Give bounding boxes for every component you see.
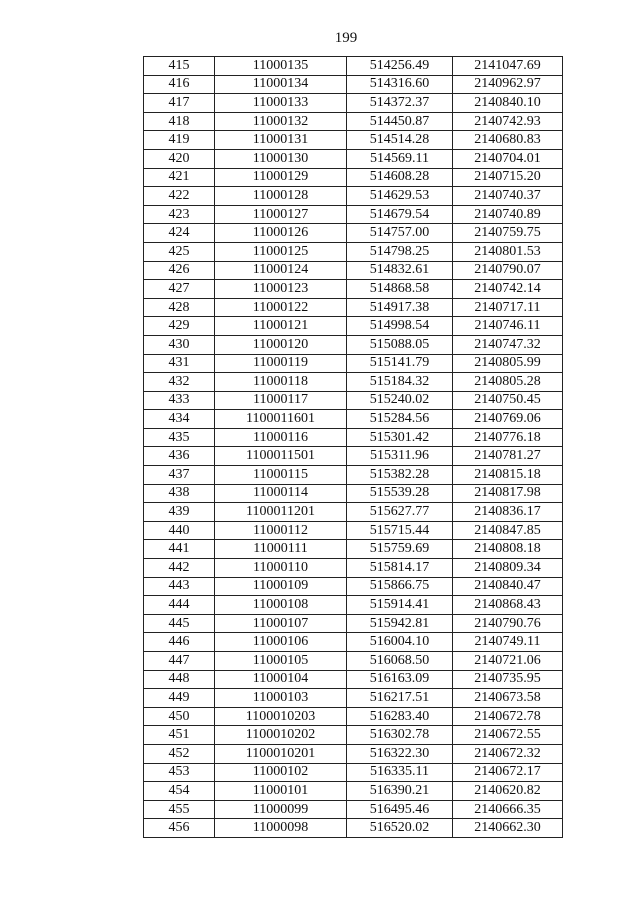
x-coordinate-cell: 514372.37	[347, 94, 453, 113]
y-coordinate-cell: 2140746.11	[453, 317, 563, 336]
row-number-cell: 419	[144, 131, 215, 150]
row-number-cell: 456	[144, 819, 215, 838]
point-id-cell: 1100010203	[215, 707, 347, 726]
table-row	[144, 596, 563, 615]
x-coordinate-cell: 514917.38	[347, 298, 453, 317]
y-coordinate-cell: 2140721.06	[453, 652, 563, 671]
row-number-cell: 421	[144, 168, 215, 187]
x-coordinate-cell: 516217.51	[347, 689, 453, 708]
y-coordinate-cell: 2140742.14	[453, 280, 563, 299]
table-row	[144, 391, 563, 410]
row-number-cell: 448	[144, 670, 215, 689]
y-coordinate-cell: 2140717.11	[453, 298, 563, 317]
x-coordinate-cell: 515759.69	[347, 540, 453, 559]
table-row	[144, 224, 563, 243]
x-coordinate-cell: 515240.02	[347, 391, 453, 410]
table-row	[144, 726, 563, 745]
y-coordinate-cell: 2140735.95	[453, 670, 563, 689]
x-coordinate-cell: 515715.44	[347, 521, 453, 540]
point-id-cell: 11000135	[215, 57, 347, 76]
table-row	[144, 335, 563, 354]
y-coordinate-cell: 2140790.07	[453, 261, 563, 280]
x-coordinate-cell: 514868.58	[347, 280, 453, 299]
y-coordinate-cell: 2140809.34	[453, 559, 563, 578]
table-row	[144, 689, 563, 708]
table-row	[144, 577, 563, 596]
x-coordinate-cell: 514316.60	[347, 75, 453, 94]
table-row	[144, 410, 563, 429]
y-coordinate-cell: 2140740.89	[453, 205, 563, 224]
table-row	[144, 75, 563, 94]
y-coordinate-cell: 2140769.06	[453, 410, 563, 429]
y-coordinate-cell: 2140781.27	[453, 447, 563, 466]
table-row	[144, 447, 563, 466]
point-id-cell: 11000104	[215, 670, 347, 689]
row-number-cell: 447	[144, 652, 215, 671]
row-number-cell: 450	[144, 707, 215, 726]
table-row	[144, 205, 563, 224]
row-number-cell: 428	[144, 298, 215, 317]
row-number-cell: 441	[144, 540, 215, 559]
row-number-cell: 454	[144, 782, 215, 801]
row-number-cell: 422	[144, 187, 215, 206]
x-coordinate-cell: 514569.11	[347, 149, 453, 168]
point-id-cell: 11000131	[215, 131, 347, 150]
point-id-cell: 1100011501	[215, 447, 347, 466]
coordinates-table	[143, 56, 563, 838]
table-row	[144, 112, 563, 131]
y-coordinate-cell: 2140749.11	[453, 633, 563, 652]
table-row	[144, 484, 563, 503]
point-id-cell: 11000121	[215, 317, 347, 336]
table-row	[144, 168, 563, 187]
point-id-cell: 11000122	[215, 298, 347, 317]
y-coordinate-cell: 2140962.97	[453, 75, 563, 94]
row-number-cell: 451	[144, 726, 215, 745]
y-coordinate-cell: 2140672.17	[453, 763, 563, 782]
row-number-cell: 452	[144, 744, 215, 763]
table-row	[144, 298, 563, 317]
point-id-cell: 11000114	[215, 484, 347, 503]
table-row	[144, 187, 563, 206]
y-coordinate-cell: 2140868.43	[453, 596, 563, 615]
page-number: 199	[334, 30, 358, 46]
x-coordinate-cell: 516335.11	[347, 763, 453, 782]
row-number-cell: 429	[144, 317, 215, 336]
row-number-cell: 453	[144, 763, 215, 782]
point-id-cell: 11000109	[215, 577, 347, 596]
point-id-cell: 11000120	[215, 335, 347, 354]
x-coordinate-cell: 515284.56	[347, 410, 453, 429]
point-id-cell: 11000099	[215, 800, 347, 819]
point-id-cell: 11000134	[215, 75, 347, 94]
y-coordinate-cell: 2140808.18	[453, 540, 563, 559]
table-row	[144, 540, 563, 559]
y-coordinate-cell: 2140666.35	[453, 800, 563, 819]
x-coordinate-cell: 515301.42	[347, 428, 453, 447]
y-coordinate-cell: 2140673.58	[453, 689, 563, 708]
x-coordinate-cell: 516322.30	[347, 744, 453, 763]
table-row	[144, 428, 563, 447]
x-coordinate-cell: 515539.28	[347, 484, 453, 503]
x-coordinate-cell: 514256.49	[347, 57, 453, 76]
y-coordinate-cell: 2140662.30	[453, 819, 563, 838]
point-id-cell: 11000123	[215, 280, 347, 299]
point-id-cell: 11000129	[215, 168, 347, 187]
x-coordinate-cell: 515382.28	[347, 466, 453, 485]
row-number-cell: 455	[144, 800, 215, 819]
row-number-cell: 439	[144, 503, 215, 522]
table-row	[144, 242, 563, 261]
row-number-cell: 438	[144, 484, 215, 503]
coordinates-table-container	[143, 56, 563, 838]
x-coordinate-cell: 516283.40	[347, 707, 453, 726]
point-id-cell: 11000105	[215, 652, 347, 671]
point-id-cell: 11000107	[215, 614, 347, 633]
row-number-cell: 431	[144, 354, 215, 373]
table-row	[144, 633, 563, 652]
y-coordinate-cell: 2140805.99	[453, 354, 563, 373]
row-number-cell: 426	[144, 261, 215, 280]
table-row	[144, 261, 563, 280]
point-id-cell: 11000103	[215, 689, 347, 708]
table-row	[144, 131, 563, 150]
point-id-cell: 11000132	[215, 112, 347, 131]
y-coordinate-cell: 2140790.76	[453, 614, 563, 633]
y-coordinate-cell: 2140704.01	[453, 149, 563, 168]
point-id-cell: 11000112	[215, 521, 347, 540]
point-id-cell: 11000108	[215, 596, 347, 615]
point-id-cell: 1100010202	[215, 726, 347, 745]
row-number-cell: 436	[144, 447, 215, 466]
y-coordinate-cell: 2140817.98	[453, 484, 563, 503]
x-coordinate-cell: 516068.50	[347, 652, 453, 671]
x-coordinate-cell: 515184.32	[347, 373, 453, 392]
row-number-cell: 440	[144, 521, 215, 540]
x-coordinate-cell: 516163.09	[347, 670, 453, 689]
row-number-cell: 443	[144, 577, 215, 596]
point-id-cell: 11000101	[215, 782, 347, 801]
table-row	[144, 819, 563, 838]
x-coordinate-cell: 515627.77	[347, 503, 453, 522]
table-row	[144, 763, 563, 782]
y-coordinate-cell: 2140742.93	[453, 112, 563, 131]
row-number-cell: 434	[144, 410, 215, 429]
x-coordinate-cell: 515311.96	[347, 447, 453, 466]
table-row	[144, 503, 563, 522]
point-id-cell: 11000118	[215, 373, 347, 392]
table-row	[144, 782, 563, 801]
x-coordinate-cell: 514450.87	[347, 112, 453, 131]
x-coordinate-cell: 515914.41	[347, 596, 453, 615]
point-id-cell: 1100011601	[215, 410, 347, 429]
table-row	[144, 614, 563, 633]
table-row	[144, 354, 563, 373]
row-number-cell: 416	[144, 75, 215, 94]
x-coordinate-cell: 516004.10	[347, 633, 453, 652]
table-row	[144, 57, 563, 76]
x-coordinate-cell: 515942.81	[347, 614, 453, 633]
row-number-cell: 446	[144, 633, 215, 652]
y-coordinate-cell: 2140680.83	[453, 131, 563, 150]
table-row	[144, 652, 563, 671]
row-number-cell: 425	[144, 242, 215, 261]
y-coordinate-cell: 2140740.37	[453, 187, 563, 206]
y-coordinate-cell: 2140836.17	[453, 503, 563, 522]
x-coordinate-cell: 515141.79	[347, 354, 453, 373]
point-id-cell: 11000106	[215, 633, 347, 652]
x-coordinate-cell: 514514.28	[347, 131, 453, 150]
point-id-cell: 11000102	[215, 763, 347, 782]
point-id-cell: 11000119	[215, 354, 347, 373]
y-coordinate-cell: 2140776.18	[453, 428, 563, 447]
y-coordinate-cell: 2140805.28	[453, 373, 563, 392]
x-coordinate-cell: 514998.54	[347, 317, 453, 336]
y-coordinate-cell: 2140847.85	[453, 521, 563, 540]
y-coordinate-cell: 2140840.10	[453, 94, 563, 113]
point-id-cell: 11000116	[215, 428, 347, 447]
table-row	[144, 149, 563, 168]
row-number-cell: 435	[144, 428, 215, 447]
row-number-cell: 417	[144, 94, 215, 113]
point-id-cell: 11000117	[215, 391, 347, 410]
row-number-cell: 424	[144, 224, 215, 243]
table-row	[144, 707, 563, 726]
point-id-cell: 11000111	[215, 540, 347, 559]
x-coordinate-cell: 516302.78	[347, 726, 453, 745]
row-number-cell: 444	[144, 596, 215, 615]
point-id-cell: 1100010201	[215, 744, 347, 763]
x-coordinate-cell: 516390.21	[347, 782, 453, 801]
row-number-cell: 423	[144, 205, 215, 224]
y-coordinate-cell: 2140620.82	[453, 782, 563, 801]
y-coordinate-cell: 2140759.75	[453, 224, 563, 243]
x-coordinate-cell: 514798.25	[347, 242, 453, 261]
row-number-cell: 433	[144, 391, 215, 410]
point-id-cell: 11000124	[215, 261, 347, 280]
table-row	[144, 94, 563, 113]
x-coordinate-cell: 516520.02	[347, 819, 453, 838]
table-row	[144, 521, 563, 540]
row-number-cell: 415	[144, 57, 215, 76]
x-coordinate-cell: 514832.61	[347, 261, 453, 280]
x-coordinate-cell: 514629.53	[347, 187, 453, 206]
y-coordinate-cell: 2140715.20	[453, 168, 563, 187]
y-coordinate-cell: 2140747.32	[453, 335, 563, 354]
table-body	[144, 57, 563, 838]
point-id-cell: 11000127	[215, 205, 347, 224]
y-coordinate-cell: 2140672.32	[453, 744, 563, 763]
row-number-cell: 442	[144, 559, 215, 578]
table-row	[144, 317, 563, 336]
table-row	[144, 466, 563, 485]
point-id-cell: 11000128	[215, 187, 347, 206]
x-coordinate-cell: 515866.75	[347, 577, 453, 596]
row-number-cell: 437	[144, 466, 215, 485]
row-number-cell: 445	[144, 614, 215, 633]
y-coordinate-cell: 2140815.18	[453, 466, 563, 485]
point-id-cell: 11000125	[215, 242, 347, 261]
y-coordinate-cell: 2140750.45	[453, 391, 563, 410]
table-row	[144, 373, 563, 392]
y-coordinate-cell: 2140840.47	[453, 577, 563, 596]
x-coordinate-cell: 516495.46	[347, 800, 453, 819]
row-number-cell: 420	[144, 149, 215, 168]
point-id-cell: 11000115	[215, 466, 347, 485]
table-row	[144, 280, 563, 299]
row-number-cell: 449	[144, 689, 215, 708]
table-row	[144, 744, 563, 763]
point-id-cell: 11000110	[215, 559, 347, 578]
row-number-cell: 432	[144, 373, 215, 392]
y-coordinate-cell: 2140801.53	[453, 242, 563, 261]
point-id-cell: 1100011201	[215, 503, 347, 522]
x-coordinate-cell: 515814.17	[347, 559, 453, 578]
table-row	[144, 559, 563, 578]
point-id-cell: 11000098	[215, 819, 347, 838]
x-coordinate-cell: 515088.05	[347, 335, 453, 354]
row-number-cell: 418	[144, 112, 215, 131]
point-id-cell: 11000133	[215, 94, 347, 113]
x-coordinate-cell: 514679.54	[347, 205, 453, 224]
y-coordinate-cell: 2140672.78	[453, 707, 563, 726]
row-number-cell: 430	[144, 335, 215, 354]
x-coordinate-cell: 514608.28	[347, 168, 453, 187]
table-row	[144, 670, 563, 689]
point-id-cell: 11000130	[215, 149, 347, 168]
y-coordinate-cell: 2141047.69	[453, 57, 563, 76]
x-coordinate-cell: 514757.00	[347, 224, 453, 243]
row-number-cell: 427	[144, 280, 215, 299]
table-row	[144, 800, 563, 819]
point-id-cell: 11000126	[215, 224, 347, 243]
y-coordinate-cell: 2140672.55	[453, 726, 563, 745]
